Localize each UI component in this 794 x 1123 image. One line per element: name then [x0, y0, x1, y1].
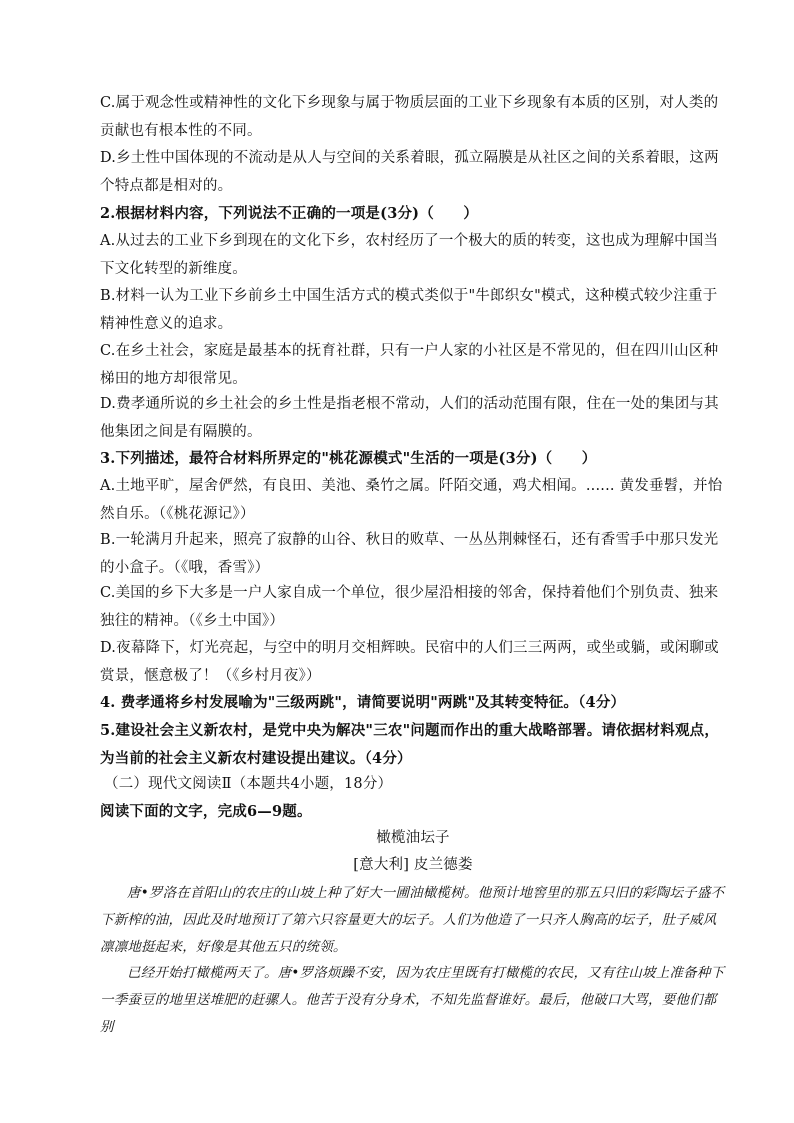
story-title: 橄榄油坛子 — [376, 830, 450, 846]
story-author: [意大利] 皮兰德娄 — [353, 857, 473, 873]
q1-option-c: C.属于观念性或精神性的文化下乡现象与属于物质层面的工业下乡现象有本质的区别，对人类的贡献也有根本性的不同。 — [100, 95, 719, 139]
q1-option-d: D.乡土性中国体现的不流动是从人与空间的关系着眼，孤立隔膜是从社区之间的关系着眼，这两个特点都是相对的。 — [100, 150, 719, 194]
q4-stem: 4. 费孝通将乡村发展喻为"三级两跳"，请简要说明"两跳"及其转变特征。（4分） — [100, 694, 626, 711]
story-paragraph-2: 已经开始打橄榄两天了。唐•罗洛烦躁不安，因为农庄里既有打橄榄的农民，又有往山坡上准备种下一季蚕豆的地里送堆肥的赶骡人。他苦于没有分身术，不知先监督谁好。最后，他破口大骂，要他们都别 — [100, 965, 725, 1035]
q2-option-d: D.费孝通所说的乡土社会的乡土性是指老根不常动，人们的活动范围有限，住在一处的集团与其他集团之间是有隔膜的。 — [100, 396, 719, 440]
q3-option-a: A.土地平旷，屋舍俨然，有良田、美池、桑竹之属。阡陌交通，鸡犬相闻。...... 黄发垂髫，并怡然自乐。（《桃花源记》） — [100, 478, 723, 522]
section-heading: （二）现代文阅读Ⅱ（本题共4小题，18分） — [104, 776, 393, 792]
q2-stem: 2.根据材料内容，下列说法不正确的一项是(3分)（ ） — [100, 205, 479, 222]
q3-option-c: C.美国的乡下大多是一户人家自成一个单位，很少屋沿相接的邻舍，保持着他们个别负责、独来独往的精神。（《乡土中国》） — [100, 585, 719, 629]
q3-option-d: D.夜幕降下，灯光亮起，与空中的明月交相辉映。民宿中的人们三三两两，或坐或躺，或闲聊或赏景，惬意极了！（《乡村月夜》） — [100, 640, 719, 684]
q2-option-b: B.材料一认为工业下乡前乡土中国生活方式的模式类似于"牛郎织女"模式，这种模式较少注重于精神性意义的追求。 — [100, 288, 718, 332]
q5-stem: 5.建设社会主义新农村，是党中央为解决"三农"问题而作出的重大战略部署。请依据材料观点，为当前的社会主义新农村建设提出建议。（4分） — [100, 722, 720, 767]
q3-stem: 3.下列描述，最符合材料所界定的"桃花源模式"生活的一项是(3分)（ ） — [100, 450, 597, 467]
q2-option-a: A.从过去的工业下乡到现在的文化下乡，农村经历了一个极大的质的转变，这也成为理解中国当下文化转型的新维度。 — [100, 233, 719, 277]
story-paragraph-1: 唐•罗洛在首阳山的农庄的山坡上种了好大一圃油橄榄树。他预计地窖里的那五只旧的彩陶坛子盛不下新榨的油，因此及时地预订了第六只容量更大的坛子。人们为他造了一只齐人胸高的坛子，肚子威风凛凛地挺起来，好像是其他五只的统领。 — [100, 885, 725, 955]
reading-instruction: 阅读下面的文字，完成6—9题。 — [100, 803, 312, 820]
q2-option-c: C.在乡土社会，家庭是最基本的抚育社群，只有一户人家的小社区是不常见的，但在四川山区种梯田的地方却很常见。 — [100, 343, 719, 387]
q3-option-b: B.一轮满月升起来，照亮了寂静的山谷、秋日的败草、一丛丛荆棘怪石，还有香雪手中那只发光的小盒子。（《哦，香雪》） — [100, 532, 719, 576]
